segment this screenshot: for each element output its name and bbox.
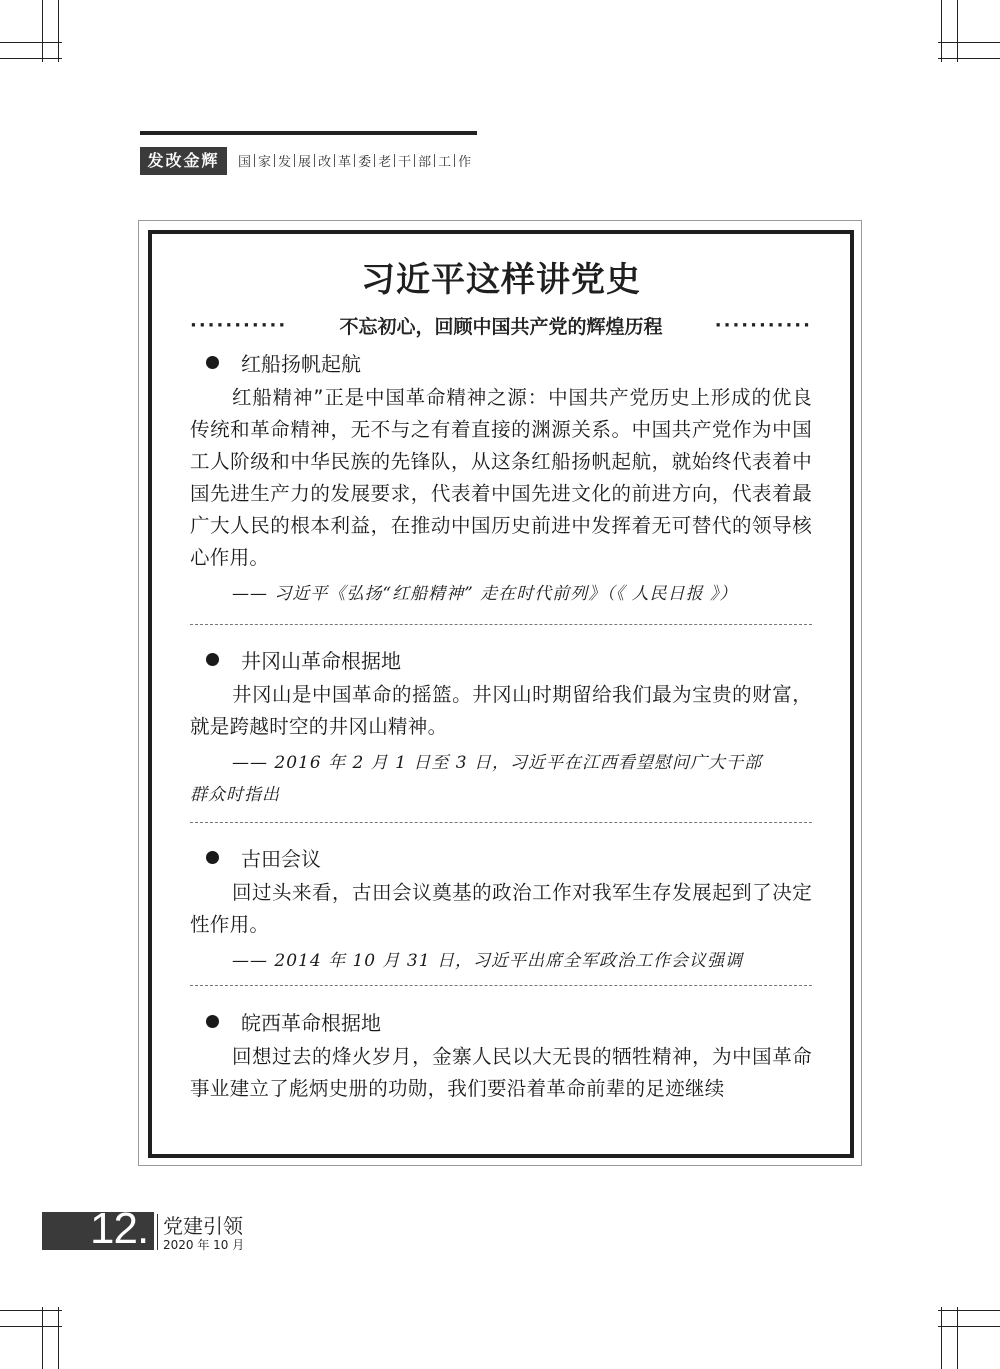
bullet-icon — [206, 1015, 219, 1028]
section-paragraph: 井冈山是中国革命的摇篮。井冈山时期留给我们最为宝贵的财富，就是跨越时空的井冈山精神。 — [190, 683, 812, 738]
crop-mark — [938, 1310, 1000, 1311]
section-divider — [190, 822, 812, 823]
nav-char: 老 — [378, 155, 392, 170]
footer-issue-date: 2020 年 10 月 — [163, 1238, 245, 1252]
section-source: —— 2016 年 2 月 1 日至 3 日，习近平在江西看望慰问广大干部 — [232, 753, 762, 773]
section-red-boat — [190, 346, 812, 610]
section-heading — [190, 346, 812, 378]
article-title: 习近平这样讲党史 — [361, 260, 641, 300]
nav-char: 革 — [338, 155, 352, 170]
crop-mark — [58, 1307, 59, 1369]
nav-char: 改 — [318, 155, 332, 170]
bullet-icon — [206, 851, 219, 864]
section-source-cont: 群众时指出 — [190, 785, 280, 805]
crop-mark — [42, 0, 43, 62]
column-tag: 发改金辉 — [140, 147, 227, 175]
article-subtitle: 不忘初心，回顾中国共产党的辉煌历程 — [339, 315, 663, 338]
page-number-dot: . — [136, 1204, 149, 1253]
section-source: —— 2014 年 10 月 31 日，习近平出席全军政治工作会议强调 — [232, 951, 743, 971]
section-divider — [190, 624, 812, 625]
section-paragraph: 回想过去的烽火岁月，金寨人民以大无畏的牺牲精神，为中国革命事业建立了彪炳史册的功勋，我们要沿着革命前辈的足迹继续 — [190, 1045, 812, 1100]
nav-char: 发 — [278, 155, 292, 170]
section-heading-text: 皖西革命根据地 — [241, 1010, 381, 1035]
nav-char: 国 — [238, 155, 252, 170]
nav-char: 部 — [418, 155, 432, 170]
crop-mark — [0, 1310, 62, 1311]
subtitle-row — [190, 310, 812, 340]
nav-char: 展 — [298, 155, 312, 170]
column-nav — [238, 151, 471, 170]
page-number-digits: 12 — [90, 1204, 137, 1253]
nav-char: 作 — [458, 155, 472, 170]
section-divider — [190, 985, 812, 986]
dotted-leader-right: ··········· — [714, 314, 812, 336]
section-heading — [190, 841, 812, 873]
crop-mark — [42, 1307, 43, 1369]
dotted-leader-left: ··········· — [190, 314, 288, 336]
section-heading — [190, 643, 812, 675]
footer-section-name: 党建引领 — [163, 1214, 243, 1238]
section-heading — [190, 1005, 812, 1037]
bullet-icon — [206, 356, 219, 369]
section-wanxi — [190, 1005, 812, 1105]
section-heading-text: 古田会议 — [241, 846, 321, 871]
crop-mark — [938, 42, 1000, 43]
crop-mark — [0, 1326, 62, 1327]
section-heading-text: 井冈山革命根据地 — [241, 648, 401, 673]
nav-char: 工 — [438, 155, 452, 170]
header-rule — [140, 131, 477, 135]
crop-mark — [957, 1307, 958, 1369]
bullet-icon — [206, 653, 219, 666]
crop-mark — [58, 0, 59, 62]
section-gutian — [190, 841, 812, 977]
crop-mark — [938, 1326, 1000, 1327]
section-jinggangshan — [190, 643, 812, 811]
crop-mark — [941, 0, 942, 62]
nav-char: 干 — [398, 155, 412, 170]
crop-mark — [0, 58, 62, 59]
nav-char: 家 — [258, 155, 272, 170]
crop-mark — [0, 42, 62, 43]
section-paragraph: 回过头来看，古田会议奠基的政治工作对我军生存发展起到了决定性作用。 — [190, 881, 812, 936]
crop-mark — [938, 58, 1000, 59]
footer-divider — [157, 1214, 158, 1250]
nav-char: 委 — [358, 155, 372, 170]
section-heading-text: 红船扬帆起航 — [241, 351, 361, 376]
crop-mark — [957, 0, 958, 62]
crop-mark — [941, 1307, 942, 1369]
section-paragraph: 红船精神”正是中国革命精神之源：中国共产党历史上形成的优良传统和革命精神，无不与之有着直接的渊源关系。中国共产党作为中国工人阶级和中华民族的先锋队，从这条红船扬帆起航，就始终代表着中国先进生产力的发展要求，代表着中国先进文化的前进方向，代表着最广大人民的根本利益，在推动中国历史前进中发挥着无可替代的领导核心作用。 — [190, 386, 812, 569]
section-source: —— 习近平《弘扬“红船精神” 走在时代前列》（《 人民日报 》） — [232, 584, 738, 604]
page-number — [90, 1204, 148, 1254]
